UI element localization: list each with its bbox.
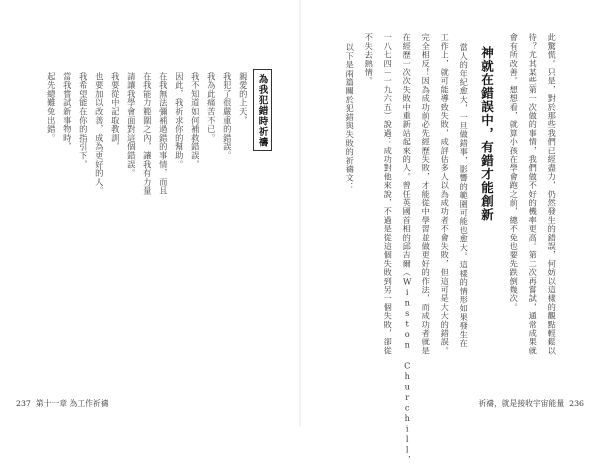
poem-line: 當我嘗試新事物時， <box>62 72 73 152</box>
poem-line: 我不知道如何補救錯誤， <box>190 72 201 169</box>
poem-line: 我犯了很嚴重的錯誤。 <box>222 72 233 160</box>
poem-line: 我希望能在你的指引下， <box>78 72 89 169</box>
right-page <box>300 0 600 464</box>
chapter-title: 第十一章 為工作祈禱 <box>35 399 109 408</box>
paragraph-line: 以下是兩篇關於犯錯與失敗的祈禱文： <box>345 43 356 191</box>
poem-line: 親愛的上天， <box>238 72 249 125</box>
poem-line: 起先總難免出錯。 <box>46 72 57 143</box>
poem-line: 我為此痛苦不已。 <box>206 72 217 143</box>
section-heading: 神就在錯誤中，有錯才能創新 <box>479 46 495 222</box>
paragraph-line: 完全相反！因為成功前必先經歷失敗，才能從中學習並做更好的作法，而成功者就是 <box>421 33 432 355</box>
paragraph-line: 此驚慌。只是，對於那些我們已經盡力，仍然發生的錯誤，何妨以這樣的觀點輕鬆以 <box>547 33 558 355</box>
poem-line: 我要從中記取教訓， <box>110 72 121 152</box>
paragraph-line: 工作上，就可能導致失敗，成評估多人以為成功者不會失敗，但這可是大大的錯誤。 <box>440 33 451 355</box>
prayer-title-box <box>253 69 272 151</box>
poem-line: 因此，我祈求你的幫助。 <box>174 72 185 169</box>
page-number: 236 <box>569 399 584 408</box>
poem-line: 請讓我學會面對這個錯誤。 <box>126 72 137 178</box>
paragraph-line: 不失去熱情。 <box>364 33 375 86</box>
paragraph-line: 會有所改善。想想看，就算小孩在學會跑之前，總不免也要先跌倒幾次。 <box>509 33 520 312</box>
paragraph-line: 待？尤其某些第一次做的事情，我們做不好的機率更高。第二次再嘗試，通常成果就 <box>528 33 539 355</box>
left-page <box>0 0 300 426</box>
paragraph-line: 當人的年紀愈大，一旦做錯事，影響的範圍可能也愈大。這樣的情形如果發生在 <box>459 43 470 348</box>
book-section-title: 祈禱，就是接收宇宙能量 <box>478 399 565 408</box>
prayer-title: 為我犯錯時祈禱 <box>256 74 268 148</box>
right-page-footer <box>478 398 584 409</box>
paragraph-line: 在經歷一次次失敗中重新站起來的人。曾任英國首相的邱吉爾（Winston Churchill， <box>402 33 413 464</box>
poem-line: 在我無法彌補過錯的事情，而且 <box>158 72 169 196</box>
page-number: 237 <box>16 399 31 408</box>
poem-line: 也要加以改善，成為更好的人。 <box>94 72 105 196</box>
left-page-footer <box>16 398 109 409</box>
poem-line: 在我能力範圍之內，讓我有力量 <box>142 72 153 196</box>
paragraph-line: 一八七四－一九六五）說過：成功對他來說，不過是從這個失敗到另一個失敗，卻從 <box>383 33 394 355</box>
